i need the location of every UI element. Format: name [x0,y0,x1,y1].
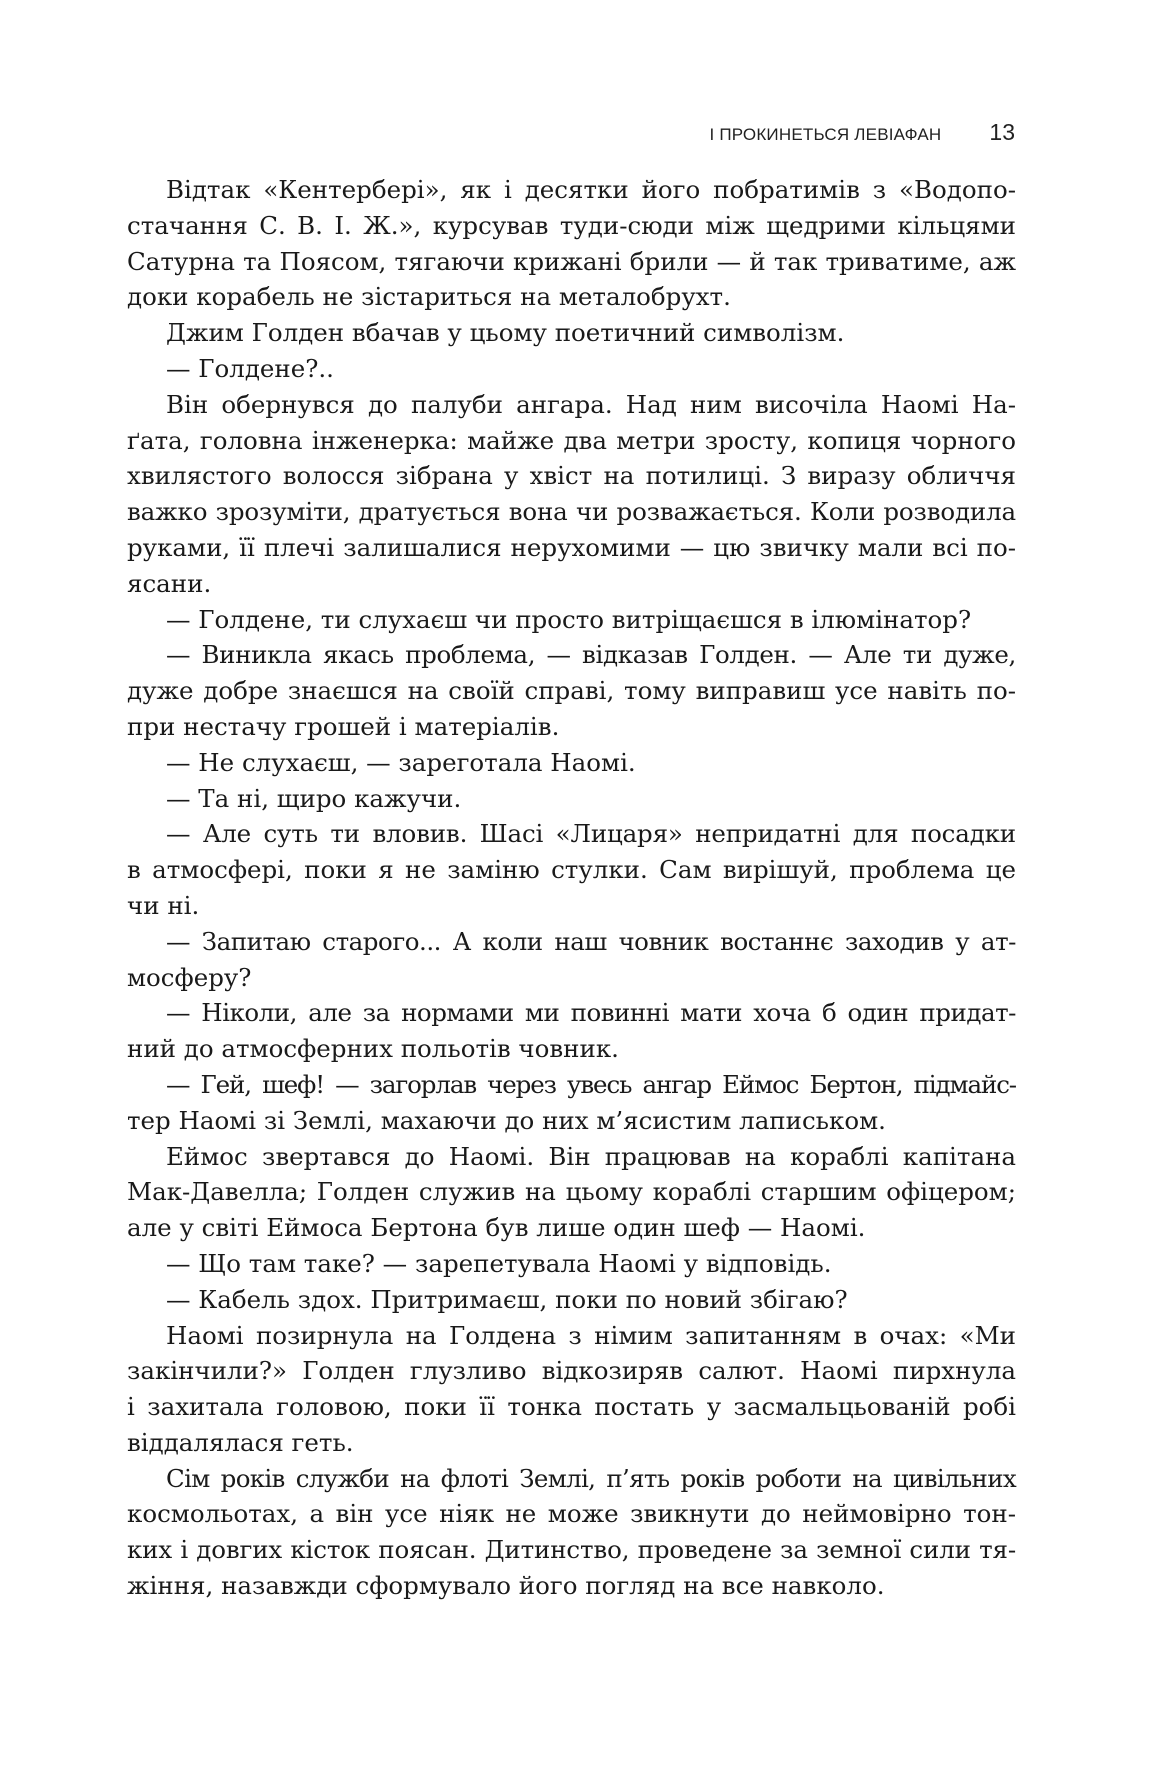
running-title: І ПРОКИНЕТЬСЯ ЛЕВІАФАН [709,125,942,144]
text-line: хвилястого волосся зібрана у хвіст на потилиці. З виразу обличчя [127,461,1016,491]
text-line: Наомі позирнула на Голдена з німим запитанням в очах: «Ми [166,1320,1016,1350]
text-line: в атмосфері, поки я не заміню стулки. Сам вирішуй, проблема це [127,855,1016,885]
text-line: при нестачу грошей і матеріалів. [127,711,560,741]
text-line: ких і довгих кісток поясан. Дитинство, проведене за земної сили тя- [127,1535,1016,1565]
paragraph [127,637,1016,744]
text-line: закінчили?» Голден глузливо відкозиряв салют. Наомі пирхнула [127,1356,1016,1386]
text-line: космольотах, а він усе ніяк не може звикнути до неймовірно тон- [127,1499,1016,1529]
text-line: — Що там таке? — зарепетувала Наомі у відповідь. [166,1248,832,1278]
paragraph [127,1282,1016,1318]
text-line: Сатурна та Поясом, тягаючи крижані брили — й так триватиме, аж [127,246,1016,276]
paragraph [127,1067,1016,1139]
text-line: руками, її плечі залишалися нерухомими — цю звичку мали всі по- [127,532,1016,562]
paragraph [127,995,1016,1067]
text-line: — Та ні, щиро кажучи. [166,783,462,813]
paragraph [127,351,1016,387]
text-line: Мак-Давелла; Голден служив на цьому кораблі старшим офіцером; [127,1177,1016,1207]
text-line: але у світі Еймоса Бертона був лише один шеф — Наомі. [127,1213,866,1243]
text-line: Сім років служби на флоті Землі, п’ять років роботи на цивільних [166,1463,1016,1493]
page-number: 13 [989,119,1015,145]
text-line: важко зрозуміти, дратується вона чи розважається. Коли розводила [127,497,1016,527]
text-line: Він обернувся до палуби ангара. Над ним височіла Наомі На- [166,389,1016,419]
text-line: — Ніколи, але за нормами ми повинні мати хоча б один придат- [166,998,1016,1028]
text-line: доки корабель не зістариться на металобрухт. [127,282,731,312]
text-line: стачання С. В. І. Ж.», курсував туди-сюди між щедрими кільцями [127,210,1016,240]
text-line: — Виникла якась проблема, — відказав Голден. — Але ти дуже, [166,640,1016,670]
text-line: — Голдене?.. [166,353,334,383]
text-line: і захитала головою, поки її тонка постать у засмальцьованій робі [127,1392,1016,1422]
text-line: — Гей, шеф! — загорлав через увесь ангар Еймос Бертон, підмайс- [166,1069,1016,1099]
text-line: Відтак «Кентербері», як і десятки його побратимів з «Водопо- [166,175,1016,204]
text-line: Джим Голден вбачав у цьому поетичний символізм. [166,318,845,348]
paragraph [127,1318,1016,1461]
text-line: дуже добре знаєшся на своїй справі, тому виправиш усе навіть по- [127,676,1016,706]
paragraph [127,602,1016,638]
paragraph [127,387,1016,602]
paragraph [127,745,1016,781]
text-line: мосферу? [127,962,252,992]
paragraph [127,172,1016,315]
paragraph [127,1461,1016,1604]
paragraph [127,781,1016,817]
paragraph [127,1139,1016,1246]
text-line: тер Наомі зі Землі, махаючи до них м’ясистим лаписьком. [127,1105,886,1135]
paragraph [127,816,1016,923]
running-head [709,119,1015,146]
text-line: — Голдене, ти слухаєш чи просто витріщаєшся в ілюмінатор? [166,604,972,634]
text-line: Еймос звертався до Наомі. Він працював на кораблі капітана [166,1141,1016,1171]
text-line: жіння, назавжди сформувало його погляд на все навколо. [127,1571,885,1601]
paragraph [127,1246,1016,1282]
text-line: — Кабель здох. Притримаєш, поки по новий збігаю? [166,1284,848,1314]
text-line: — Не слухаєш, — зареготала Наомі. [166,747,636,777]
text-line: ясани. [127,568,212,598]
paragraph [127,315,1016,351]
paragraph [127,924,1016,996]
text-line: — Запитаю старого... А коли наш човник востаннє заходив у ат- [166,926,1016,956]
text-line: — Але суть ти вловив. Шасі «Лицаря» непридатні для посадки [166,819,1016,849]
body-text [127,172,1016,1604]
text-line: віддалялася геть. [127,1427,354,1457]
text-line: ний до атмосферних польотів човник. [127,1034,619,1064]
text-line: ґата, головна інженерка: майже два метри зросту, копиця чорного [127,425,1016,455]
text-line: чи ні. [127,890,200,920]
